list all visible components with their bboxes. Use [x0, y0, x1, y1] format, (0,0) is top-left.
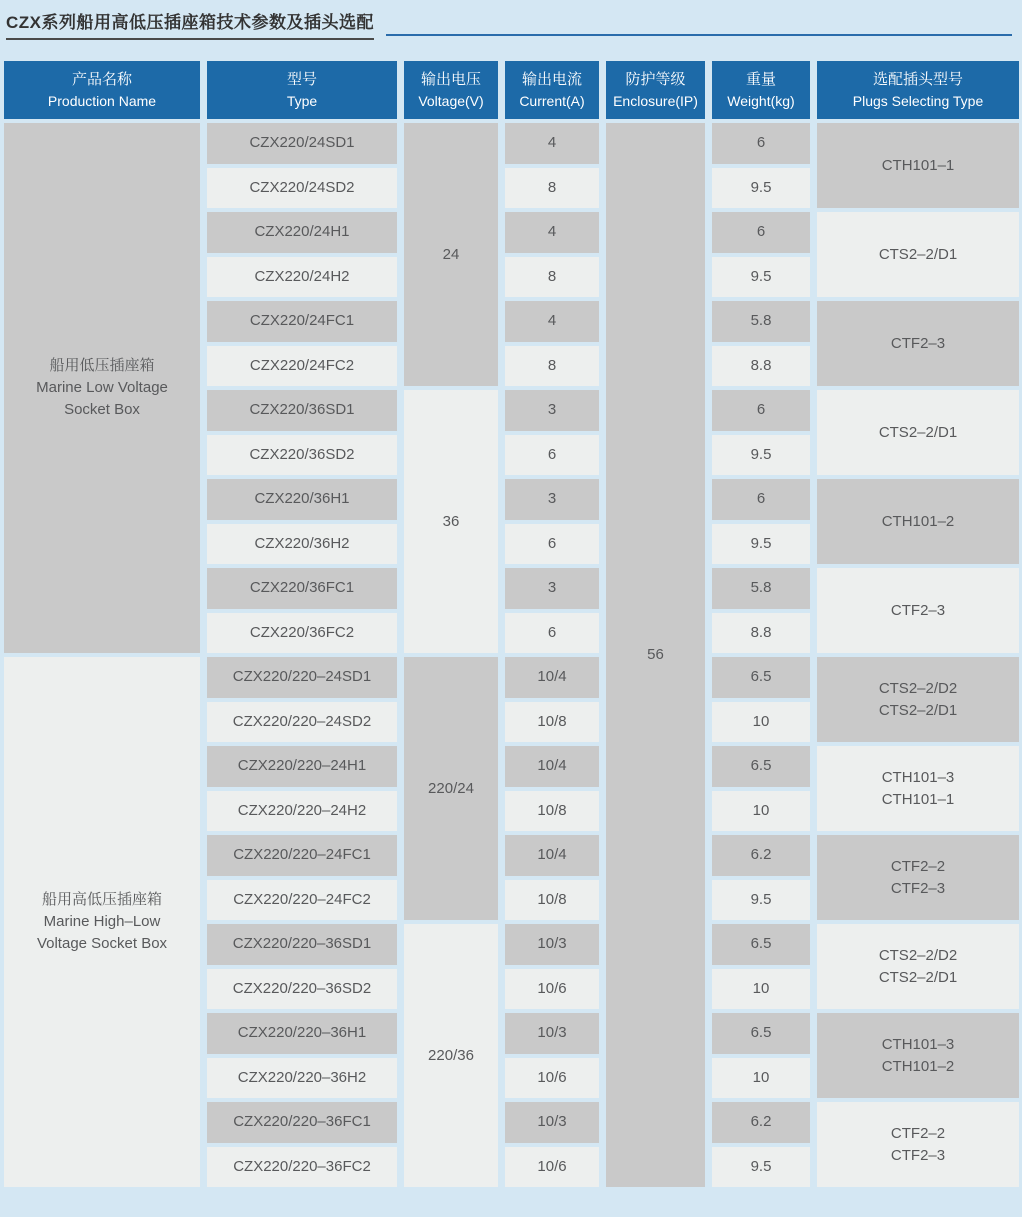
- current-cell: 6: [505, 524, 599, 565]
- plug-cell: CTS2–2/D1: [817, 390, 1019, 475]
- weight-cell: 10: [712, 791, 810, 832]
- weight-cell: 9.5: [712, 168, 810, 209]
- column-header-weight: 重量 Weight(kg): [712, 61, 810, 119]
- type-cell: CZX220/36FC1: [207, 568, 397, 609]
- current-cell: 10/8: [505, 880, 599, 921]
- enclosure-cell: 56: [606, 123, 705, 1187]
- voltage-cell: 24: [404, 123, 498, 386]
- weight-cell: 6: [712, 123, 810, 164]
- weight-cell: 6: [712, 390, 810, 431]
- plug-cell: CTH101–1: [817, 123, 1019, 208]
- column-header-voltage: 输出电压 Voltage(V): [404, 61, 498, 119]
- current-cell: 3: [505, 390, 599, 431]
- title-row: [0, 0, 1022, 40]
- weight-cell: 9.5: [712, 880, 810, 921]
- type-cell: CZX220/220–36FC1: [207, 1102, 397, 1143]
- weight-cell: 6.2: [712, 835, 810, 876]
- current-cell: 4: [505, 212, 599, 253]
- plug-cell: CTF2–3: [817, 568, 1019, 653]
- product-cell: 船用高低压插座箱 Marine High–Low Voltage Socket Box: [4, 657, 200, 1187]
- type-cell: CZX220/36H2: [207, 524, 397, 565]
- voltage-cell: 220/36: [404, 924, 498, 1187]
- weight-cell: 9.5: [712, 1147, 810, 1188]
- type-cell: CZX220/220–24SD1: [207, 657, 397, 698]
- type-cell: CZX220/24H1: [207, 212, 397, 253]
- current-cell: 3: [505, 479, 599, 520]
- current-cell: 8: [505, 257, 599, 298]
- page-title: CZX系列船用高低压插座箱技术参数及插头选配: [6, 8, 374, 40]
- type-cell: CZX220/220–24FC1: [207, 835, 397, 876]
- current-cell: 10/3: [505, 1013, 599, 1054]
- current-cell: 4: [505, 301, 599, 342]
- plug-cell: CTH101–3 CTH101–1: [817, 746, 1019, 831]
- type-cell: CZX220/220–36H1: [207, 1013, 397, 1054]
- type-cell: CZX220/36FC2: [207, 613, 397, 654]
- type-cell: CZX220/220–36SD1: [207, 924, 397, 965]
- column-header-type: 型号 Type: [207, 61, 397, 119]
- weight-cell: 8.8: [712, 613, 810, 654]
- type-cell: CZX220/220–36H2: [207, 1058, 397, 1099]
- column-header-production-name: 产品名称 Production Name: [4, 61, 200, 119]
- spec-table: [0, 61, 1022, 1187]
- product-cell: 船用低压插座箱 Marine Low Voltage Socket Box: [4, 123, 200, 653]
- current-cell: 10/8: [505, 791, 599, 832]
- type-cell: CZX220/220–24SD2: [207, 702, 397, 743]
- plug-cell: CTF2–3: [817, 301, 1019, 386]
- plug-cell: CTH101–3 CTH101–2: [817, 1013, 1019, 1098]
- plug-cell: CTS2–2/D2 CTS2–2/D1: [817, 924, 1019, 1009]
- plug-cell: CTH101–2: [817, 479, 1019, 564]
- type-cell: CZX220/36SD2: [207, 435, 397, 476]
- type-cell: CZX220/220–36FC2: [207, 1147, 397, 1188]
- current-cell: 10/4: [505, 657, 599, 698]
- weight-cell: 9.5: [712, 524, 810, 565]
- weight-cell: 10: [712, 969, 810, 1010]
- type-cell: CZX220/220–24H2: [207, 791, 397, 832]
- weight-cell: 10: [712, 1058, 810, 1099]
- voltage-cell: 220/24: [404, 657, 498, 920]
- weight-cell: 9.5: [712, 257, 810, 298]
- current-cell: 6: [505, 435, 599, 476]
- plug-cell: CTS2–2/D1: [817, 212, 1019, 297]
- type-cell: CZX220/36H1: [207, 479, 397, 520]
- current-cell: 8: [505, 346, 599, 387]
- current-cell: 10/3: [505, 924, 599, 965]
- weight-cell: 6: [712, 479, 810, 520]
- voltage-cell: 36: [404, 390, 498, 653]
- current-cell: 8: [505, 168, 599, 209]
- weight-cell: 6.5: [712, 1013, 810, 1054]
- weight-cell: 6.5: [712, 746, 810, 787]
- type-cell: CZX220/220–36SD2: [207, 969, 397, 1010]
- weight-cell: 6.5: [712, 924, 810, 965]
- type-cell: CZX220/36SD1: [207, 390, 397, 431]
- plug-cell: CTF2–2 CTF2–3: [817, 1102, 1019, 1187]
- current-cell: 10/6: [505, 1058, 599, 1099]
- weight-cell: 10: [712, 702, 810, 743]
- type-cell: CZX220/24SD2: [207, 168, 397, 209]
- type-cell: CZX220/24H2: [207, 257, 397, 298]
- weight-cell: 6: [712, 212, 810, 253]
- current-cell: 10/4: [505, 835, 599, 876]
- type-cell: CZX220/220–24H1: [207, 746, 397, 787]
- current-cell: 10/4: [505, 746, 599, 787]
- plug-cell: CTF2–2 CTF2–3: [817, 835, 1019, 920]
- weight-cell: 9.5: [712, 435, 810, 476]
- weight-cell: 5.8: [712, 301, 810, 342]
- weight-cell: 8.8: [712, 346, 810, 387]
- current-cell: 3: [505, 568, 599, 609]
- type-cell: CZX220/220–24FC2: [207, 880, 397, 921]
- type-cell: CZX220/24SD1: [207, 123, 397, 164]
- current-cell: 10/8: [505, 702, 599, 743]
- current-cell: 10/6: [505, 1147, 599, 1188]
- current-cell: 6: [505, 613, 599, 654]
- column-header-enclosure: 防护等级 Enclosure(IP): [606, 61, 705, 119]
- current-cell: 4: [505, 123, 599, 164]
- current-cell: 10/6: [505, 969, 599, 1010]
- current-cell: 10/3: [505, 1102, 599, 1143]
- weight-cell: 5.8: [712, 568, 810, 609]
- title-rule: [386, 34, 1012, 36]
- type-cell: CZX220/24FC1: [207, 301, 397, 342]
- weight-cell: 6.5: [712, 657, 810, 698]
- column-header-plugs: 选配插头型号 Plugs Selecting Type: [817, 61, 1019, 119]
- weight-cell: 6.2: [712, 1102, 810, 1143]
- plug-cell: CTS2–2/D2 CTS2–2/D1: [817, 657, 1019, 742]
- type-cell: CZX220/24FC2: [207, 346, 397, 387]
- column-header-current: 输出电流 Current(A): [505, 61, 599, 119]
